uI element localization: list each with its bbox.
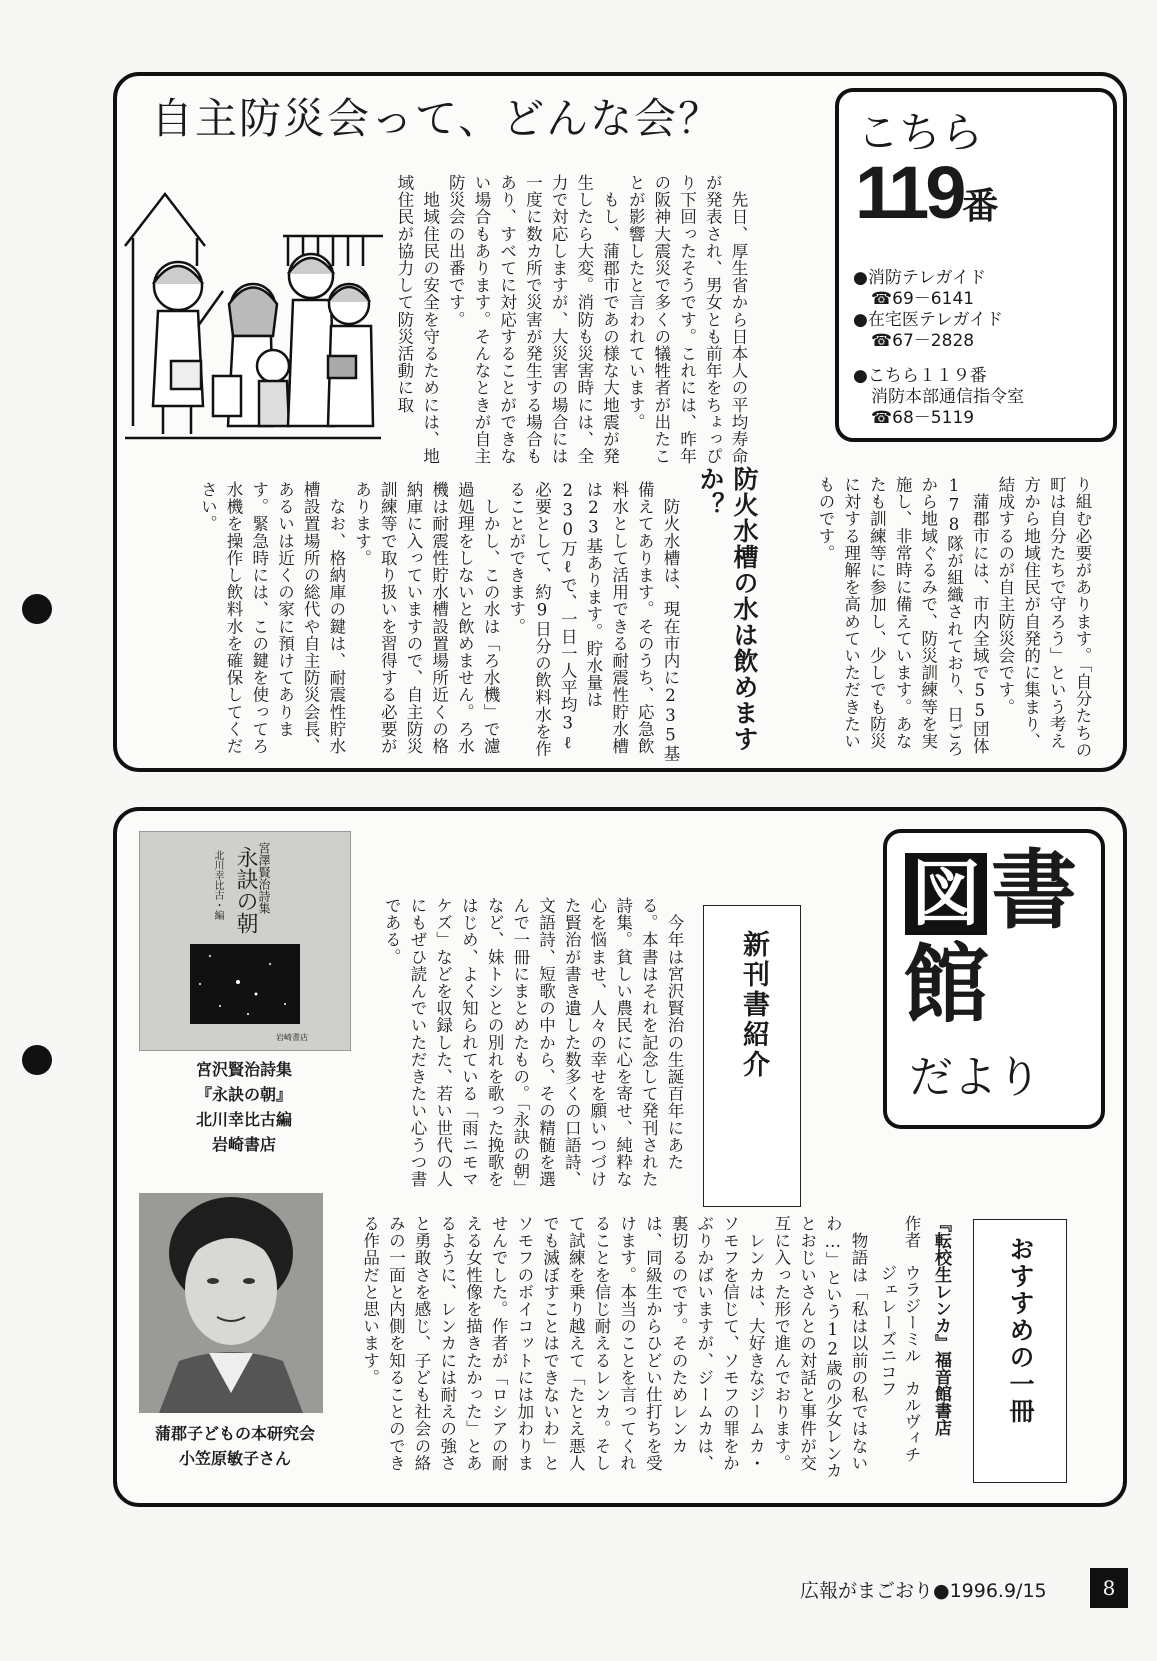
shinkan-body: 今年は宮沢賢治の生誕百年にあたる。本書はそれを記念して発刊された詩集。貧しい農民に心を寄せ、純粋な心を悩ませ、人々の幸せを願いつづけた賢治が書き遺した数多くの口語詩、文語詩、短歌の中から、その精髄を選んで一冊にまとめたもの。「永訣の朝」など、妹トシとの別れを歌った挽歌をはじめ、よく知られている「雨ニモマケズ」などを収録した、若い世代の人にもぜひ読んでいただきたい心うつ書である。 xyxy=(382,897,684,1197)
bousai-continued: り組む必要があります。「自分たちの町は自分たちで守ろう」という考え方から地域住民が自発的に集まり、結成するのが自主防災会です。 蒲郡市には、市内全域で55団体178隊が組織されており、日ごろから地域ぐるみで、防災訓練等を実施し、非常時に備えています。あなたも訓練等に参加し、少しでも防災に対する理解を高めていただきたいものです。 xyxy=(815,476,1092,759)
book-cover-editor: 北川幸比古・編 xyxy=(212,850,223,920)
binder-hole-bottom xyxy=(22,1045,52,1075)
binder-hole-top xyxy=(22,594,52,624)
kochira-ban: 番 xyxy=(962,186,999,227)
book-caption-line: 岩崎書店 xyxy=(211,1135,276,1154)
book-caption-line: 宮沢賢治詩集 xyxy=(195,1060,292,1079)
kochira-item-label: ●こちら１１９番 xyxy=(853,366,987,386)
library-icon-char: 図 xyxy=(911,853,981,935)
book-cover-publisher: 岩崎書店 xyxy=(276,1033,308,1042)
book-cover-image xyxy=(139,831,351,1051)
kochira-item-tel: ☎67－2828 xyxy=(871,331,975,351)
library-title-box xyxy=(883,829,1105,1129)
book-cover-title: 永訣の朝 xyxy=(233,846,258,934)
kochira-item-tel: ☎68－5119 xyxy=(871,408,975,428)
library-title-char2: 館 xyxy=(903,935,989,1035)
osusume-heading: おすすめの一冊 xyxy=(1006,1236,1035,1425)
footer-text: 広報がまごおり●1996.9/15 xyxy=(800,1580,1047,1602)
person-photo xyxy=(139,1193,323,1413)
library-title-sub: だより xyxy=(909,1052,1041,1103)
kochira-119 xyxy=(855,150,998,235)
kochira-item-label: ●消防テレガイド xyxy=(853,268,986,288)
bousai-intro: 先日、厚生省から日本人の平均寿命が発表され、男女とも前年をちょっぴり下回ったそうです。これには、昨年の阪神大震災で多くの犠牲者が出たことが影響したと言われています。 もし、蒲郡市であの様な大地震が発生したら大変。消防も災害時には、全力で対応しますが、大災害の場合には一度に数カ所で災害が発生する場合もあり、すべてに対応することができない場合もあります。そんなときが自主防災会の出番です。 地域住民の安全を守るためには、地域住民が協力して防災活動に取 xyxy=(394,174,748,465)
person-caption-line: 蒲郡子どもの本研究会 xyxy=(154,1424,315,1443)
book-caption xyxy=(139,1057,349,1157)
osusume-body: 物語は「私は以前の私ではないわ…」という12歳の少女レンカとおじいさんとの対話と事件が交互に入った形で進んでおります。 レンカは、大好きなジームカ・ソモフを信じて、ソモフの罪をかぶりかばいますが、ジームカは、裏切るのです。そのためレンカは、同級生からひどい仕打ちを受けます。本当のことを言ってくれることを信じ耐えるレンカ。そして試練を乗り越えて「たとえ悪人でも滅ぼすことはできないわ」とソモフのボイコットには加わりませんでした。作者が「ロシアの耐える女性像を描きたかった」とあるように、レンカには耐えの強さと勇敢さを感じ、子ども社会の絡みの一面と内側を知ることのできる作品だと思います。 xyxy=(360,1215,868,1479)
book-caption-line: 北川幸比古編 xyxy=(195,1110,292,1129)
library-icon xyxy=(905,853,987,935)
shinkan-heading-box xyxy=(703,905,801,1207)
kochira-list xyxy=(853,268,1024,429)
kochira-label: こちら xyxy=(857,108,984,157)
person-caption-line: 小笠原敏子さん xyxy=(178,1449,291,1468)
page-number-box xyxy=(1090,1568,1128,1608)
book-cover-starfield xyxy=(190,944,300,1024)
water-body: 防火水槽は、現在市内に235基備えてあります。そのうち、応急飲料水として活用できる耐震性貯水槽は23基あります。貯水量は230万ℓで、一日一人平均3ℓ必要として、約9日分の飲料水を作ることができます。 しかし、この水は「ろ水機」で濾過処理をしないと飲めません。ろ水機は耐震性貯水槽設置場所近くの格納庫に入っていますので、自主防災訓練等で取り扱いを習得する必要があります。 なお、格納庫の鍵は、耐震性貯水槽設置場所の総代や自主防災会長、あるいは近くの家に預けてあります。緊急時には、この鍵を使ってろ水機を操作し飲料水を確保してください。 xyxy=(198,481,680,763)
kochira-119-box xyxy=(835,88,1117,442)
osusume-heading-box xyxy=(973,1219,1067,1483)
disaster-drill-illustration xyxy=(123,176,383,446)
osusume-author: 作者 ウラジーミル カルヴィチ ジェレーズニコフ xyxy=(878,1215,921,1463)
book-cover-series: 宮澤賢治詩集 xyxy=(257,842,271,914)
kochira-item-label2: 消防本部通信指令室 xyxy=(871,387,1024,407)
osusume-book-title: 『転校生レンカ』福音館書店 xyxy=(931,1215,951,1436)
bousai-title: 自主防災会って、どんな会？ xyxy=(151,94,723,143)
person-caption xyxy=(135,1421,335,1471)
kochira-number: 119 xyxy=(855,151,963,234)
shinkan-heading: 新刊書紹介 xyxy=(738,930,769,1080)
water-subheading: 防火水槽の水は飲めますか？ xyxy=(696,466,759,752)
bousai-panel xyxy=(113,72,1127,772)
book-caption-line: 『永訣の朝』 xyxy=(195,1085,292,1104)
kochira-item-label: ●在宅医テレガイド xyxy=(853,310,1003,330)
library-title-char1: 書 xyxy=(991,841,1077,941)
page-number: 8 xyxy=(1102,1576,1116,1600)
kochira-item-tel: ☎69－6141 xyxy=(871,289,975,309)
library-panel xyxy=(113,807,1127,1507)
